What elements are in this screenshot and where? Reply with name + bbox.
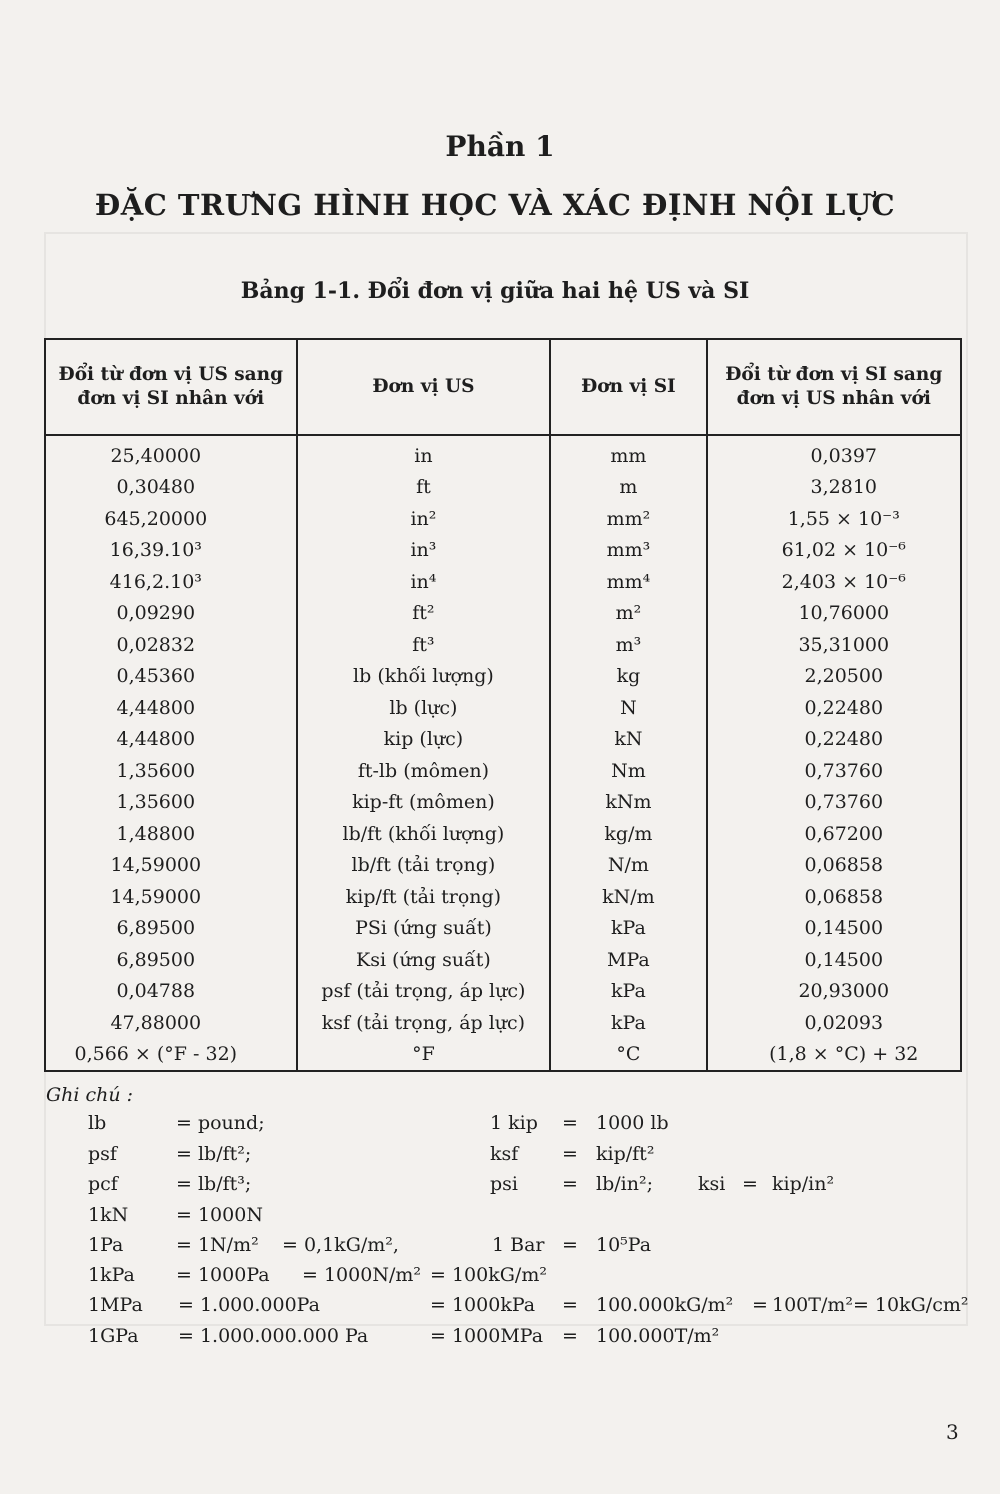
si-to-us-factor-cell: (1,8 × °C) + 32 xyxy=(707,1039,961,1072)
header-si-unit: Đơn vị SI xyxy=(550,339,706,435)
si-unit-cell: kg/m xyxy=(550,818,706,850)
si-unit-cell: kPa xyxy=(550,1007,706,1039)
note-text: kip/ft² xyxy=(596,1143,655,1165)
us-unit-cell: Ksi (ứng suất) xyxy=(297,944,551,976)
si-unit-cell: kPa xyxy=(550,913,706,945)
si-unit-cell: Nm xyxy=(550,755,706,787)
note-text: 1000 lb xyxy=(596,1112,669,1134)
si-to-us-factor-cell: 0,02093 xyxy=(707,1007,961,1039)
note-text: = xyxy=(562,1234,578,1256)
table-row xyxy=(45,629,961,661)
si-to-us-factor-cell: 61,02 × 10⁻⁶ xyxy=(707,535,961,567)
note-text: = xyxy=(752,1294,768,1316)
us-unit-cell: ft-lb (mômen) xyxy=(297,755,551,787)
table-header-row xyxy=(45,339,961,435)
si-unit-cell: °C xyxy=(550,1039,706,1072)
note-text: psf xyxy=(88,1143,117,1165)
si-unit-cell: kPa xyxy=(550,976,706,1008)
us-unit-cell: in³ xyxy=(297,535,551,567)
note-text: ksf xyxy=(490,1143,519,1165)
si-unit-cell: mm² xyxy=(550,503,706,535)
si-to-us-factor-cell: 0,06858 xyxy=(707,881,961,913)
note-text: = 1000MPa xyxy=(430,1325,544,1347)
si-unit-cell: N/m xyxy=(550,850,706,882)
us-to-si-factor-cell: 1,35600 xyxy=(45,755,297,787)
si-to-us-factor-cell: 1,55 × 10⁻³ xyxy=(707,503,961,535)
note-text: kip/in² xyxy=(772,1173,835,1195)
si-to-us-factor-cell: 0,0397 xyxy=(707,435,961,472)
header-us-to-si: Đổi từ đơn vị US sang đơn vị SI nhân với xyxy=(45,339,297,435)
si-to-us-factor-cell: 0,06858 xyxy=(707,850,961,882)
si-unit-cell: mm xyxy=(550,435,706,472)
si-unit-cell: m xyxy=(550,472,706,504)
us-unit-cell: in² xyxy=(297,503,551,535)
si-to-us-factor-cell: 20,93000 xyxy=(707,976,961,1008)
us-to-si-factor-cell: 6,89500 xyxy=(45,913,297,945)
us-unit-cell: kip (lực) xyxy=(297,724,551,756)
note-text: 1GPa xyxy=(88,1325,139,1347)
table-row xyxy=(45,818,961,850)
table-row xyxy=(45,535,961,567)
table-row xyxy=(45,850,961,882)
table-row xyxy=(45,944,961,976)
si-unit-cell: kN/m xyxy=(550,881,706,913)
si-unit-cell: N xyxy=(550,692,706,724)
us-to-si-factor-cell: 1,35600 xyxy=(45,787,297,819)
us-unit-cell: in xyxy=(297,435,551,472)
si-unit-cell: MPa xyxy=(550,944,706,976)
note-text: 100T/m²= 10kG/cm² xyxy=(772,1294,969,1316)
us-to-si-factor-cell: 4,44800 xyxy=(45,724,297,756)
table-row xyxy=(45,1039,961,1072)
chapter-title: ĐẶC TRƯNG HÌNH HỌC VÀ XÁC ĐỊNH NỘI LỰC xyxy=(94,188,896,222)
us-to-si-factor-cell: 6,89500 xyxy=(45,944,297,976)
note-text: 100.000kG/m² xyxy=(596,1294,734,1316)
us-unit-cell: °F xyxy=(297,1039,551,1072)
us-unit-cell: lb (lực) xyxy=(297,692,551,724)
us-to-si-factor-cell: 16,39.10³ xyxy=(45,535,297,567)
us-unit-cell: kip-ft (mômen) xyxy=(297,787,551,819)
us-to-si-factor-cell: 0,45360 xyxy=(45,661,297,693)
us-to-si-factor-cell: 416,2.10³ xyxy=(45,566,297,598)
si-to-us-factor-cell: 0,14500 xyxy=(707,944,961,976)
si-unit-cell: m³ xyxy=(550,629,706,661)
us-unit-cell: lb/ft (tải trọng) xyxy=(297,850,551,882)
si-unit-cell: m² xyxy=(550,598,706,630)
si-to-us-factor-cell: 35,31000 xyxy=(707,629,961,661)
si-to-us-factor-cell: 0,73760 xyxy=(707,787,961,819)
table-row xyxy=(45,503,961,535)
us-unit-cell: kip/ft (tải trọng) xyxy=(297,881,551,913)
us-unit-cell: lb (khối lượng) xyxy=(297,661,551,693)
us-unit-cell: ft³ xyxy=(297,629,551,661)
note-text: = 100kG/m² xyxy=(430,1264,547,1286)
us-unit-cell: ksf (tải trọng, áp lực) xyxy=(297,1007,551,1039)
note-text: lb xyxy=(88,1112,107,1134)
us-to-si-factor-cell: 0,02832 xyxy=(45,629,297,661)
note-text: = lb/ft²; xyxy=(176,1143,252,1165)
note-text: 1 kip xyxy=(490,1112,538,1134)
us-unit-cell: psf (tải trọng, áp lực) xyxy=(297,976,551,1008)
si-unit-cell: kg xyxy=(550,661,706,693)
note-text: = 1000kPa xyxy=(430,1294,536,1316)
note-text: 1kPa xyxy=(88,1264,135,1286)
si-unit-cell: kN xyxy=(550,724,706,756)
note-text: = xyxy=(562,1143,578,1165)
us-to-si-factor-cell: 14,59000 xyxy=(45,850,297,882)
note-text: = xyxy=(562,1112,578,1134)
note-text: = xyxy=(562,1325,578,1347)
table-row xyxy=(45,1007,961,1039)
table-caption: Bảng 1-1. Đổi đơn vị giữa hai hệ US và SI xyxy=(240,278,750,304)
header-us-unit: Đơn vị US xyxy=(297,339,551,435)
si-to-us-factor-cell: 0,22480 xyxy=(707,724,961,756)
us-to-si-factor-cell: 645,20000 xyxy=(45,503,297,535)
table-row xyxy=(45,566,961,598)
us-unit-cell: ft² xyxy=(297,598,551,630)
note-text: = lb/ft³; xyxy=(176,1173,252,1195)
note-text: = 1000N xyxy=(176,1204,263,1226)
note-text: = 1000Pa xyxy=(176,1264,270,1286)
si-to-us-factor-cell: 0,14500 xyxy=(707,913,961,945)
table-row xyxy=(45,724,961,756)
note-text: 1kN xyxy=(88,1204,129,1226)
us-unit-cell: PSi (ứng suất) xyxy=(297,913,551,945)
note-text: 1MPa xyxy=(88,1294,143,1316)
table-row xyxy=(45,598,961,630)
table-row xyxy=(45,472,961,504)
table-row xyxy=(45,692,961,724)
table-row xyxy=(45,755,961,787)
us-to-si-factor-cell: 25,40000 xyxy=(45,435,297,472)
table-row xyxy=(45,661,961,693)
note-text: = 1000N/m² xyxy=(302,1264,421,1286)
note-text: = xyxy=(742,1173,758,1195)
us-to-si-factor-cell: 0,04788 xyxy=(45,976,297,1008)
note-text: psi xyxy=(490,1173,518,1195)
conversion-table xyxy=(44,338,962,1072)
us-to-si-factor-cell: 0,30480 xyxy=(45,472,297,504)
note-text: = pound; xyxy=(176,1112,265,1134)
note-text: = xyxy=(562,1294,578,1316)
us-to-si-factor-cell: 4,44800 xyxy=(45,692,297,724)
part-title: Phần 1 xyxy=(445,130,555,163)
us-to-si-factor-cell: 1,48800 xyxy=(45,818,297,850)
us-to-si-factor-cell: 0,566 × (°F - 32) xyxy=(45,1039,297,1072)
us-to-si-factor-cell: 0,09290 xyxy=(45,598,297,630)
si-to-us-factor-cell: 2,403 × 10⁻⁶ xyxy=(707,566,961,598)
us-to-si-factor-cell: 47,88000 xyxy=(45,1007,297,1039)
note-text: = 1N/m² xyxy=(176,1234,259,1256)
note-text: 100.000T/m² xyxy=(596,1325,720,1347)
si-to-us-factor-cell: 0,67200 xyxy=(707,818,961,850)
si-to-us-factor-cell: 0,73760 xyxy=(707,755,961,787)
table-row xyxy=(45,881,961,913)
si-to-us-factor-cell: 0,22480 xyxy=(707,692,961,724)
note-text: 10⁵Pa xyxy=(596,1234,652,1256)
us-to-si-factor-cell: 14,59000 xyxy=(45,881,297,913)
page-number: 3 xyxy=(946,1420,959,1444)
us-unit-cell: in⁴ xyxy=(297,566,551,598)
note-text: = 0,1kG/m², xyxy=(282,1234,399,1256)
note-text: ksi xyxy=(698,1173,726,1195)
note-text: lb/in²; xyxy=(596,1173,653,1195)
table-row xyxy=(45,976,961,1008)
table-row xyxy=(45,913,961,945)
si-to-us-factor-cell: 3,2810 xyxy=(707,472,961,504)
note-text: = 1.000.000Pa xyxy=(178,1294,320,1316)
si-unit-cell: mm³ xyxy=(550,535,706,567)
si-to-us-factor-cell: 2,20500 xyxy=(707,661,961,693)
note-text: = xyxy=(562,1173,578,1195)
note-text: 1Pa xyxy=(88,1234,124,1256)
si-unit-cell: mm⁴ xyxy=(550,566,706,598)
us-unit-cell: ft xyxy=(297,472,551,504)
notes-heading: Ghi chú : xyxy=(46,1084,134,1106)
si-to-us-factor-cell: 10,76000 xyxy=(707,598,961,630)
header-si-to-us: Đổi từ đơn vị SI sang đơn vị US nhân với xyxy=(707,339,961,435)
note-text: = 1.000.000.000 Pa xyxy=(178,1325,369,1347)
note-text: pcf xyxy=(88,1173,118,1195)
table-row xyxy=(45,435,961,472)
si-unit-cell: kNm xyxy=(550,787,706,819)
us-unit-cell: lb/ft (khối lượng) xyxy=(297,818,551,850)
table-row xyxy=(45,787,961,819)
note-text: 1 Bar xyxy=(492,1234,545,1256)
